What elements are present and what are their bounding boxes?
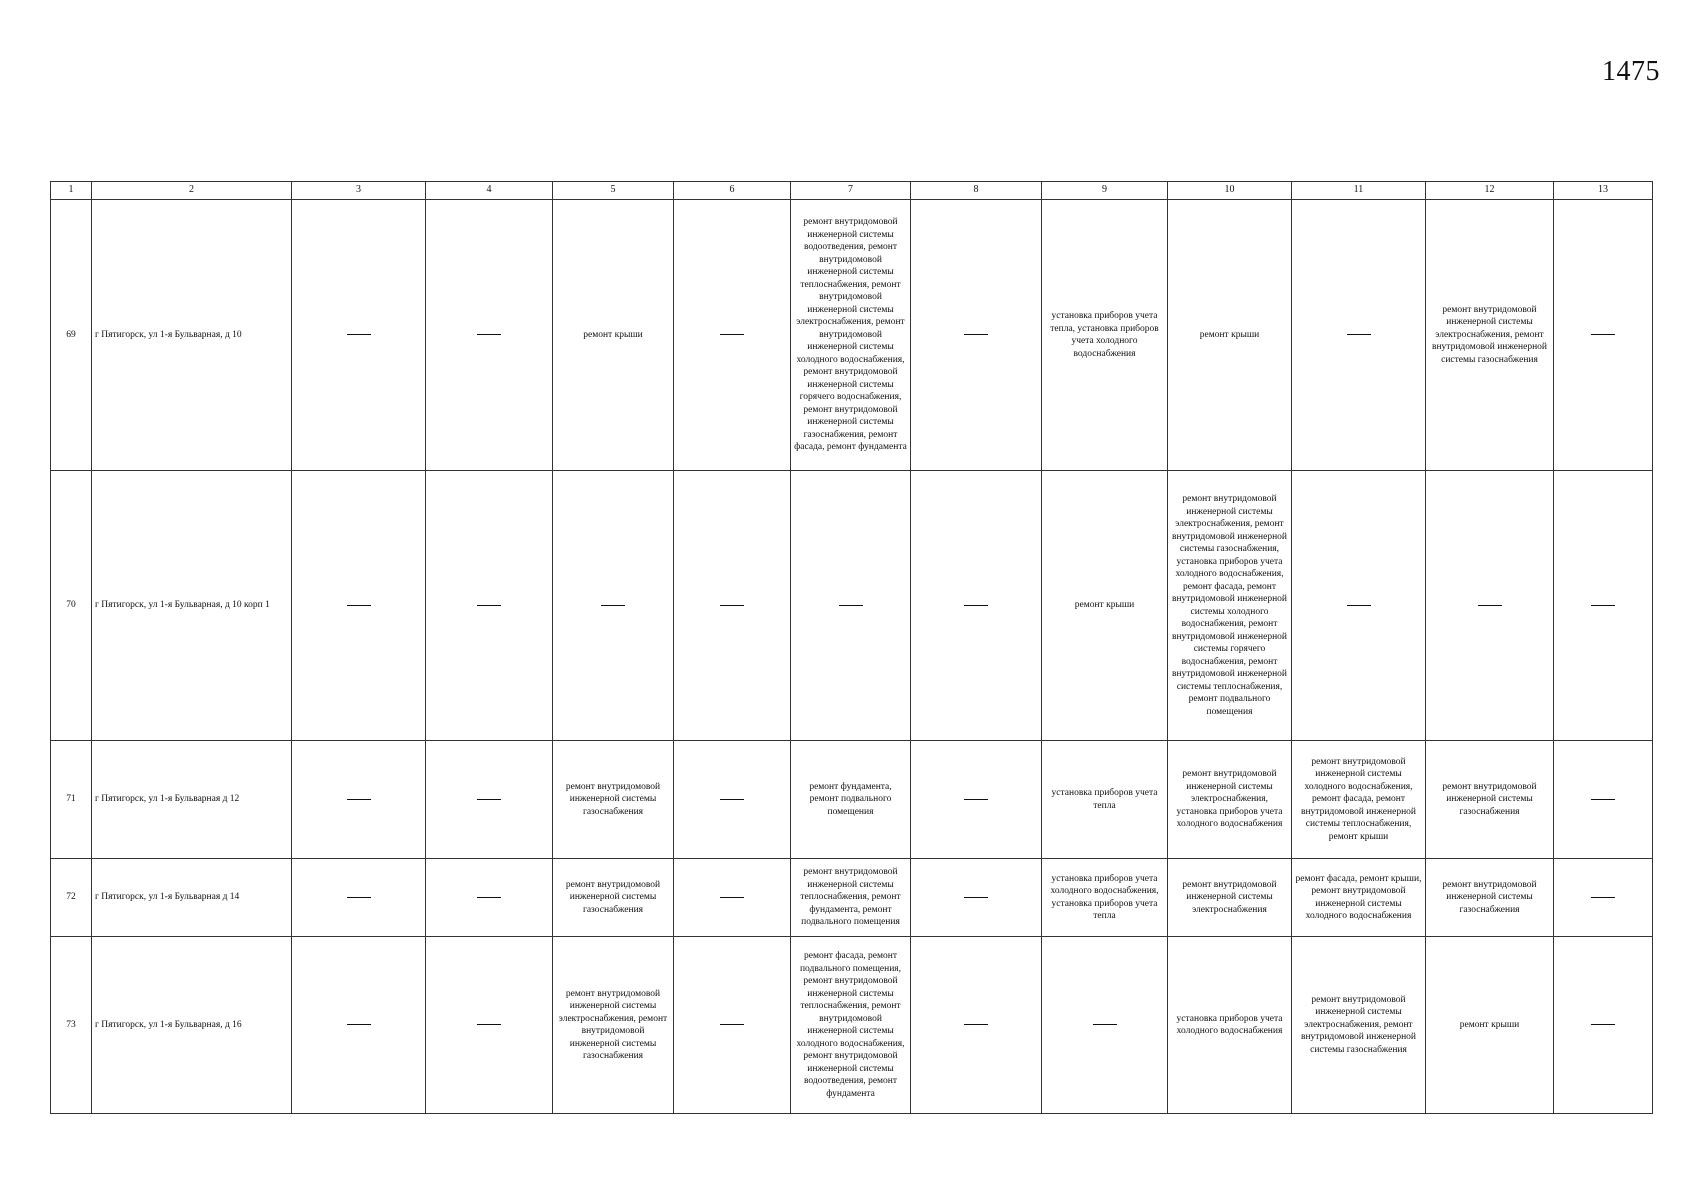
header-row: [51, 182, 1653, 200]
dash-mark: [839, 605, 863, 606]
cell-text: ремонт внутридомовой инженерной системы электроснабжения, установка приборов учета холодного водоснабжения: [1176, 769, 1283, 830]
address-cell: [92, 741, 292, 859]
cell-text: ремонт крыши: [583, 329, 643, 340]
dash-mark: [1093, 1024, 1117, 1025]
cell-text: ремонт внутридомовой инженерной системы газоснабжения: [565, 879, 661, 915]
work-cell: [1042, 471, 1168, 741]
dash-mark: [720, 897, 744, 898]
empty-cell: [426, 471, 553, 741]
col-header: 1: [51, 182, 92, 200]
cell-text: ремонт фасада, ремонт подвального помещения, ремонт внутридомовой инженерной системы теплоснабжения, ремонт внутридомовой инженерной системы холодного водоснабжения, ремонт внутридомовой инженерной системы водоотведения, ремонт фундамента: [796, 951, 905, 1099]
empty-cell: [292, 937, 426, 1114]
work-cell: [791, 200, 911, 471]
empty-cell: [1554, 200, 1653, 471]
work-cell: [1426, 200, 1554, 471]
empty-cell: [426, 859, 553, 937]
cell-text: ремонт внутридомовой инженерной системы электроснабжения, ремонт внутридомовой инженерной системы газоснабжения: [1300, 994, 1416, 1055]
table-row: [51, 471, 1653, 741]
col-header: 4: [426, 182, 553, 200]
work-cell: [791, 741, 911, 859]
dash-mark: [1591, 334, 1615, 335]
dash-mark: [601, 605, 625, 606]
empty-cell: [292, 200, 426, 471]
col-header: 10: [1168, 182, 1292, 200]
cell-text: 73: [66, 1019, 76, 1030]
cell-text: ремонт внутридомовой инженерной системы теплоснабжения, ремонт фундамента, ремонт подвального помещения: [800, 867, 901, 928]
dash-mark: [347, 897, 371, 898]
cell-text: ремонт крыши: [1459, 1019, 1520, 1030]
dash-mark: [1591, 605, 1615, 606]
empty-cell: [911, 859, 1042, 937]
col-header: 6: [674, 182, 791, 200]
empty-cell: [1292, 471, 1426, 741]
row-number: [51, 200, 92, 471]
dash-mark: [1591, 897, 1615, 898]
dash-mark: [347, 1024, 371, 1025]
cell-text: г Пятигорск, ул 1-я Бульварная, д 10: [95, 329, 242, 340]
address-cell: [92, 200, 292, 471]
empty-cell: [1554, 741, 1653, 859]
col-header: 11: [1292, 182, 1426, 200]
row-number: [51, 741, 92, 859]
work-cell: [553, 859, 674, 937]
dash-mark: [477, 799, 501, 800]
row-number: [51, 859, 92, 937]
cell-text: ремонт внутридомовой инженерной системы электроснабжения, ремонт внутридомовой инженерной системы газоснабжения: [1431, 304, 1547, 365]
row-number: [51, 937, 92, 1114]
empty-cell: [292, 471, 426, 741]
empty-cell: [674, 937, 791, 1114]
work-cell: [1042, 741, 1168, 859]
col-header: 9: [1042, 182, 1168, 200]
work-cell: [1042, 859, 1168, 937]
dash-mark: [964, 1024, 988, 1025]
col-header: 8: [911, 182, 1042, 200]
cell-text: ремонт внутридомовой инженерной системы электроснабжения, ремонт внутридомовой инженерной системы газоснабжения, установка приборов учета холодного водоснабжения, ремонт фасада, ремонт внутридомовой инженерной системы холодного водоснабжения, ремонт внутридомовой инженерной системы горячего водоснабжения, ремонт внутридомовой инженерной системы теплоснабжения, ремонт подвального помещения: [1171, 494, 1287, 717]
empty-cell: [426, 937, 553, 1114]
address-cell: [92, 937, 292, 1114]
empty-cell: [911, 471, 1042, 741]
empty-cell: [911, 741, 1042, 859]
empty-cell: [1554, 471, 1653, 741]
cell-text: ремонт внутридомовой инженерной системы газоснабжения: [1442, 781, 1537, 817]
empty-cell: [911, 200, 1042, 471]
work-cell: [1168, 741, 1292, 859]
work-cell: [1426, 937, 1554, 1114]
dash-mark: [720, 799, 744, 800]
cell-text: установка приборов учета тепла: [1051, 788, 1158, 811]
empty-cell: [791, 471, 911, 741]
cell-text: 72: [66, 892, 76, 903]
empty-cell: [674, 200, 791, 471]
cell-text: ремонт внутридомовой инженерной системы водоотведения, ремонт внутридомовой инженерной системы теплоснабжения, ремонт внутридомовой инженерной системы электроснабжения, ремонт внутридомовой инженерной системы холодного водоснабжения, ремонт внутридомовой инженерной системы горячего водоснабжения, ремонт внутридомовой инженерной системы газоснабжения, ремонт фасада, ремонт фундамента: [794, 217, 907, 453]
cell-text: ремонт внутридомовой инженерной системы газоснабжения: [565, 781, 661, 817]
empty-cell: [674, 741, 791, 859]
work-cell: [1426, 859, 1554, 937]
work-cell: [1042, 200, 1168, 471]
dash-mark: [720, 605, 744, 606]
dash-mark: [964, 605, 988, 606]
dash-mark: [1591, 799, 1615, 800]
empty-cell: [1554, 859, 1653, 937]
empty-cell: [553, 471, 674, 741]
empty-cell: [292, 741, 426, 859]
work-cell: [1168, 471, 1292, 741]
work-cell: [1292, 937, 1426, 1114]
cell-text: установка приборов учета холодного водоснабжения, установка приборов учета тепла: [1050, 873, 1159, 921]
empty-cell: [1554, 937, 1653, 1114]
dash-mark: [477, 605, 501, 606]
cell-text: ремонт внутридомовой инженерной системы газоснабжения: [1442, 879, 1537, 915]
col-header: 12: [1426, 182, 1554, 200]
cell-text: установка приборов учета тепла, установка приборов учета холодного водоснабжения: [1050, 311, 1159, 359]
work-cell: [1292, 859, 1426, 937]
dash-mark: [477, 897, 501, 898]
cell-text: ремонт фундамента, ремонт подвального помещения: [809, 781, 892, 817]
cell-text: 71: [66, 794, 76, 805]
col-header: 2: [92, 182, 292, 200]
cell-text: установка приборов учета холодного водоснабжения: [1176, 1013, 1283, 1036]
dash-mark: [347, 334, 371, 335]
work-cell: [553, 200, 674, 471]
empty-cell: [426, 741, 553, 859]
cell-text: г Пятигорск, ул 1-я Бульварная д 12: [95, 794, 240, 805]
work-cell: [1292, 741, 1426, 859]
dash-mark: [720, 1024, 744, 1025]
dash-mark: [477, 334, 501, 335]
address-cell: [92, 471, 292, 741]
col-header: 13: [1554, 182, 1653, 200]
dash-mark: [964, 334, 988, 335]
col-header: 5: [553, 182, 674, 200]
work-cell: [791, 937, 911, 1114]
col-header: 3: [292, 182, 426, 200]
empty-cell: [292, 859, 426, 937]
empty-cell: [674, 471, 791, 741]
dash-mark: [964, 799, 988, 800]
row-number: [51, 471, 92, 741]
cell-text: 69: [66, 329, 76, 340]
empty-cell: [426, 200, 553, 471]
cell-text: 70: [66, 600, 76, 611]
empty-cell: [911, 937, 1042, 1114]
table-row: [51, 200, 1653, 471]
dash-mark: [720, 334, 744, 335]
work-cell: [553, 937, 674, 1114]
work-cell: [1168, 200, 1292, 471]
work-cell: [791, 859, 911, 937]
cell-text: ремонт крыши: [1074, 600, 1135, 611]
empty-cell: [1426, 471, 1554, 741]
address-cell: [92, 859, 292, 937]
empty-cell: [1042, 937, 1168, 1114]
dash-mark: [1478, 605, 1502, 606]
repair-plan-table: [50, 181, 1653, 1114]
work-cell: [1168, 937, 1292, 1114]
table-row: [51, 937, 1653, 1114]
dash-mark: [964, 897, 988, 898]
dash-mark: [1347, 334, 1371, 335]
cell-text: г Пятигорск, ул 1-я Бульварная д 14: [95, 892, 240, 903]
cell-text: ремонт внутридомовой инженерной системы электроснабжения: [1182, 879, 1277, 915]
dash-mark: [1347, 605, 1371, 606]
cell-text: г Пятигорск, ул 1-я Бульварная, д 16: [95, 1019, 242, 1030]
work-cell: [553, 741, 674, 859]
empty-cell: [1292, 200, 1426, 471]
dash-mark: [347, 799, 371, 800]
dash-mark: [347, 605, 371, 606]
dash-mark: [1591, 1024, 1615, 1025]
table-row: [51, 859, 1653, 937]
table-row: [51, 741, 1653, 859]
cell-text: ремонт крыши: [1199, 329, 1260, 340]
empty-cell: [674, 859, 791, 937]
col-header: 7: [791, 182, 911, 200]
work-cell: [1426, 741, 1554, 859]
cell-text: ремонт внутридомовой инженерной системы холодного водоснабжения, ремонт фасада, ремонт внутридомовой инженерной системы теплоснабжения, ремонт крыши: [1300, 756, 1416, 842]
cell-text: г Пятигорск, ул 1-я Бульварная, д 10 корп 1: [95, 600, 270, 611]
page-number: 1475: [1602, 56, 1660, 87]
cell-text: ремонт внутридомовой инженерной системы электроснабжения, ремонт внутридомовой инженерной системы газоснабжения: [558, 988, 668, 1061]
cell-text: ремонт фасада, ремонт крыши, ремонт внутридомовой инженерной системы холодного водоснабжения: [1295, 873, 1422, 921]
work-cell: [1168, 859, 1292, 937]
dash-mark: [477, 1024, 501, 1025]
